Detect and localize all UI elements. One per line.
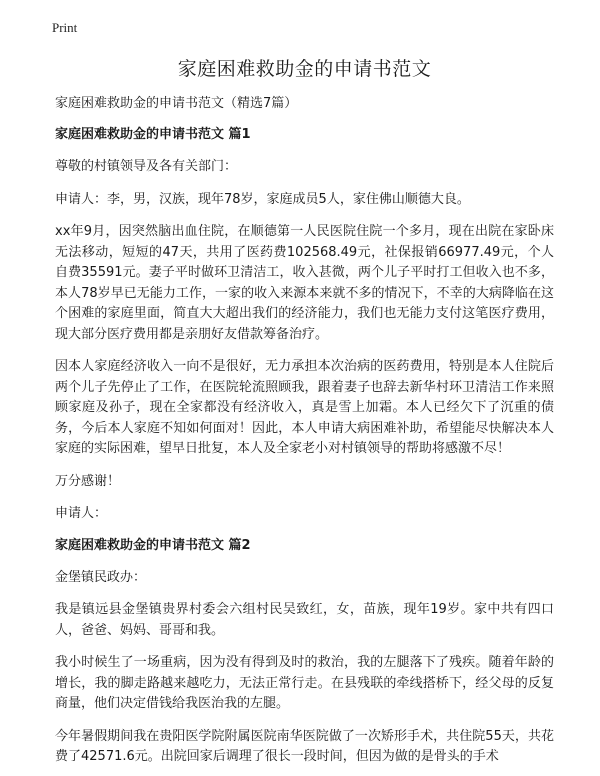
section-2: [55, 536, 554, 768]
body-paragraph: 我小时候生了一场重病，因为没有得到及时的救治，我的左腿落下了残疾。随着年龄的增长，我的脚走路越来越吃力，无法正常行走。在县残联的牵线搭桥下，经父母的反复商量，他们决定借钱给我医治我的左腿。: [55, 655, 554, 711]
salutation: 尊敬的村镇领导及各有关部门：: [55, 159, 238, 174]
body-paragraph: 因本人家庭经济收入一向不是很好，无力承担本次治病的医药费用，特别是本人住院后两个儿子先停止了工作，在医院轮流照顾我，跟着妻子也辞去新华村环卫清洁工作来照顾家庭及孙子，现在全家都没有经济收入，真是雪上加霜。本人已经欠下了沉重的债务，今后本人家庭不知如何面对！因此，本人申请大病困难补助，希望能尽快解决本人家庭的实际困难，望早日批复，本人及全家老小对村镇领导的帮助将感激不尽！: [55, 359, 554, 456]
document-subtitle: 家庭困难救助金的申请书范文（精选7篇）: [55, 96, 298, 111]
section-1: [55, 125, 554, 525]
body-paragraph: 我是镇远县金堡镇贵界村委会六组村民吴致红，女，苗族，现年19岁。家中共有四口人，爸爸、妈妈、哥哥和我。: [55, 602, 554, 638]
print-link[interactable]: Print: [52, 20, 78, 35]
document-title: 家庭困难救助金的申请书范文: [177, 58, 432, 80]
thanks-line: 万分感谢！: [55, 473, 121, 489]
section-heading: 家庭困难救助金的申请书范文 篇1: [55, 127, 251, 142]
signature-line: 申请人：: [55, 506, 108, 521]
section-heading: 家庭困难救助金的申请书范文 篇2: [55, 537, 251, 553]
body-paragraph: xx年9月，因突然脑出血住院，在顺德第一人民医院住院一个多月，现在出院在家卧床无法移动，短短的47天，共用了医药费102568.49元，社保报销66977.49元，个人自费35591元。妻子平时做环卫清洁工，收入甚微，两个儿子平时打工但收入也不多，本人78岁早已无能力工作，一家的收入来源本来就不多的情况下，不幸的大病降临在这个困难的家庭里面，简直大大超出我们的经济能力，我们也无能力支付这笔医疗费用，现大部分医疗费用都是亲朋好友借款筹备治疗。: [55, 224, 554, 342]
body-paragraph: 今年暑假期间我在贵阳医学院附属医院南华医院做了一次矫形手术，共住院55天，共花费了42571.6元。出院回家后调理了很长一段时间，但因为做的是骨头的手术: [55, 728, 554, 764]
applicant-info: 申请人：李，男，汉族，现年78岁，家庭成员5人，家住佛山顺德大良。: [55, 191, 470, 207]
salutation: 金堡镇民政办：: [55, 569, 147, 585]
